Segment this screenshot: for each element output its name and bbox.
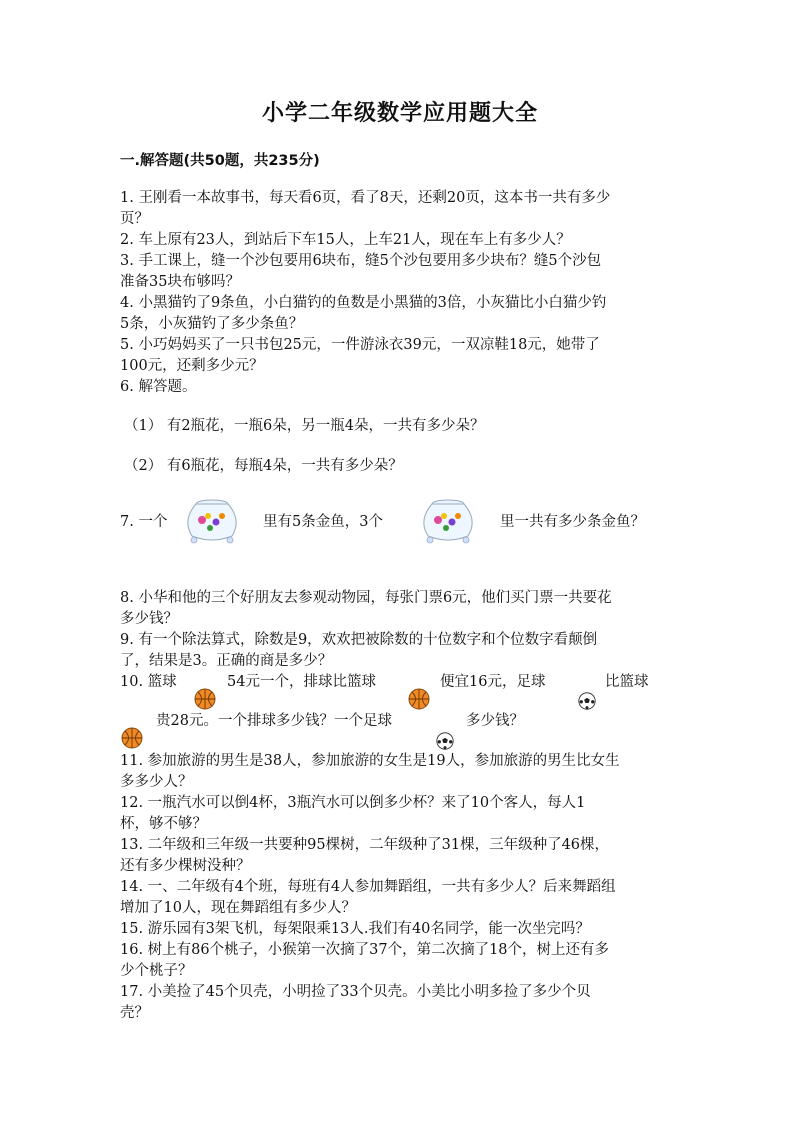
soccer-ball-icon bbox=[578, 692, 596, 710]
question-2: 2. 车上原有23人，到站后下车15人，上车21人，现在车上有多少人？ bbox=[120, 232, 571, 248]
question-14-line-2: 增加了10人，现在舞蹈组有多少人？ bbox=[120, 900, 356, 916]
basketball-icon bbox=[194, 688, 216, 710]
soccer-ball-icon bbox=[436, 732, 454, 750]
question-10-part-1: 10. 篮球 bbox=[120, 674, 177, 690]
question-17-line-2: 壳？ bbox=[120, 1005, 149, 1021]
question-4-line-1: 4. 小黑猫钓了9条鱼，小白猫钓的鱼数是小黑猫的3倍，小灰猫比小白猫少钓 bbox=[120, 295, 607, 311]
question-15: 15. 游乐园有3架飞机，每架限乘13人.我们有40名同学，能一次坐完吗？ bbox=[120, 921, 590, 937]
question-13-line-2: 还有多少棵树没种？ bbox=[120, 858, 251, 874]
question-9-line-2: 了，结果是3。正确的商是多少？ bbox=[120, 653, 333, 669]
page-title: 小学二年级数学应用题大全 bbox=[261, 101, 538, 126]
section-heading: 一.解答题(共50题，共235分) bbox=[120, 153, 320, 169]
question-11-line-2: 多多少人？ bbox=[120, 774, 193, 790]
question-8-line-2: 多少钱？ bbox=[120, 611, 178, 627]
question-7-part-2: 里有5条金鱼，3个 bbox=[263, 514, 383, 530]
question-10-part-2: 54元一个，排球比篮球 bbox=[227, 674, 376, 690]
question-12-line-2: 杯，够不够？ bbox=[120, 816, 207, 832]
question-6: 6. 解答题。 bbox=[120, 379, 197, 395]
question-10-part-5: 贵28元。一个排球多少钱？一个足球 bbox=[156, 713, 392, 729]
question-5-line-2: 100元，还剩多少元？ bbox=[120, 358, 264, 374]
question-10-part-4: 比篮球 bbox=[605, 674, 649, 690]
question-10-part-6: 多少钱？ bbox=[466, 713, 524, 729]
question-7-part-3: 里一共有多少条金鱼？ bbox=[500, 514, 645, 530]
question-1-line-2: 页？ bbox=[120, 211, 149, 227]
fishbowl-icon bbox=[416, 496, 480, 546]
fishbowl-icon bbox=[180, 496, 244, 546]
question-3-line-1: 3. 手工课上，缝一个沙包要用6块布，缝5个沙包要用多少块布？缝5个沙包 bbox=[120, 253, 602, 269]
question-16-line-2: 少个桃子？ bbox=[120, 963, 193, 979]
question-8-line-1: 8. 小华和他的三个好朋友去参观动物园，每张门票6元，他们买门票一共要花 bbox=[120, 590, 612, 606]
basketball-icon bbox=[121, 727, 143, 749]
question-11-line-1: 11. 参加旅游的男生是38人，参加旅游的女生是19人，参加旅游的男生比女生 bbox=[120, 753, 620, 769]
question-12-line-1: 12. 一瓶汽水可以倒4杯，3瓶汽水可以倒多少杯？来了10个客人，每人1 bbox=[120, 795, 586, 811]
question-14-line-1: 14. 一、二年级有4个班，每班有4人参加舞蹈组，一共有多少人？后来舞蹈组 bbox=[120, 879, 616, 895]
question-10-part-3: 便宜16元，足球 bbox=[440, 674, 546, 690]
question-6-part-2: （2） 有6瓶花，每瓶4朵，一共有多少朵？ bbox=[124, 458, 403, 474]
question-6-part-1: （1） 有2瓶花，一瓶6朵，另一瓶4朵，一共有多少朵？ bbox=[124, 418, 485, 434]
question-16-line-1: 16. 树上有86个桃子，小猴第一次摘了37个，第二次摘了18个，树上还有多 bbox=[120, 942, 610, 958]
question-5-line-1: 5. 小巧妈妈买了一只书包25元，一件游泳衣39元，一双凉鞋18元，她带了 bbox=[120, 337, 600, 353]
question-17-line-1: 17. 小美捡了45个贝壳，小明捡了33个贝壳。小美比小明多捡了多少个贝 bbox=[120, 984, 591, 1000]
question-7-part-1: 7. 一个 bbox=[120, 514, 168, 530]
question-13-line-1: 13. 二年级和三年级一共要种95棵树，二年级种了31棵，三年级种了46棵， bbox=[120, 837, 610, 853]
question-9-line-1: 9. 有一个除法算式，除数是9，欢欢把被除数的十位数字和个位数字看颠倒 bbox=[120, 632, 598, 648]
basketball-icon bbox=[408, 688, 430, 710]
question-1-line-1: 1. 王刚看一本故事书，每天看6页，看了8天，还剩20页，这本书一共有多少 bbox=[120, 190, 611, 206]
question-4-line-2: 5条，小灰猫钓了多少条鱼？ bbox=[120, 316, 304, 332]
question-3-line-2: 准备35块布够吗？ bbox=[120, 274, 240, 290]
